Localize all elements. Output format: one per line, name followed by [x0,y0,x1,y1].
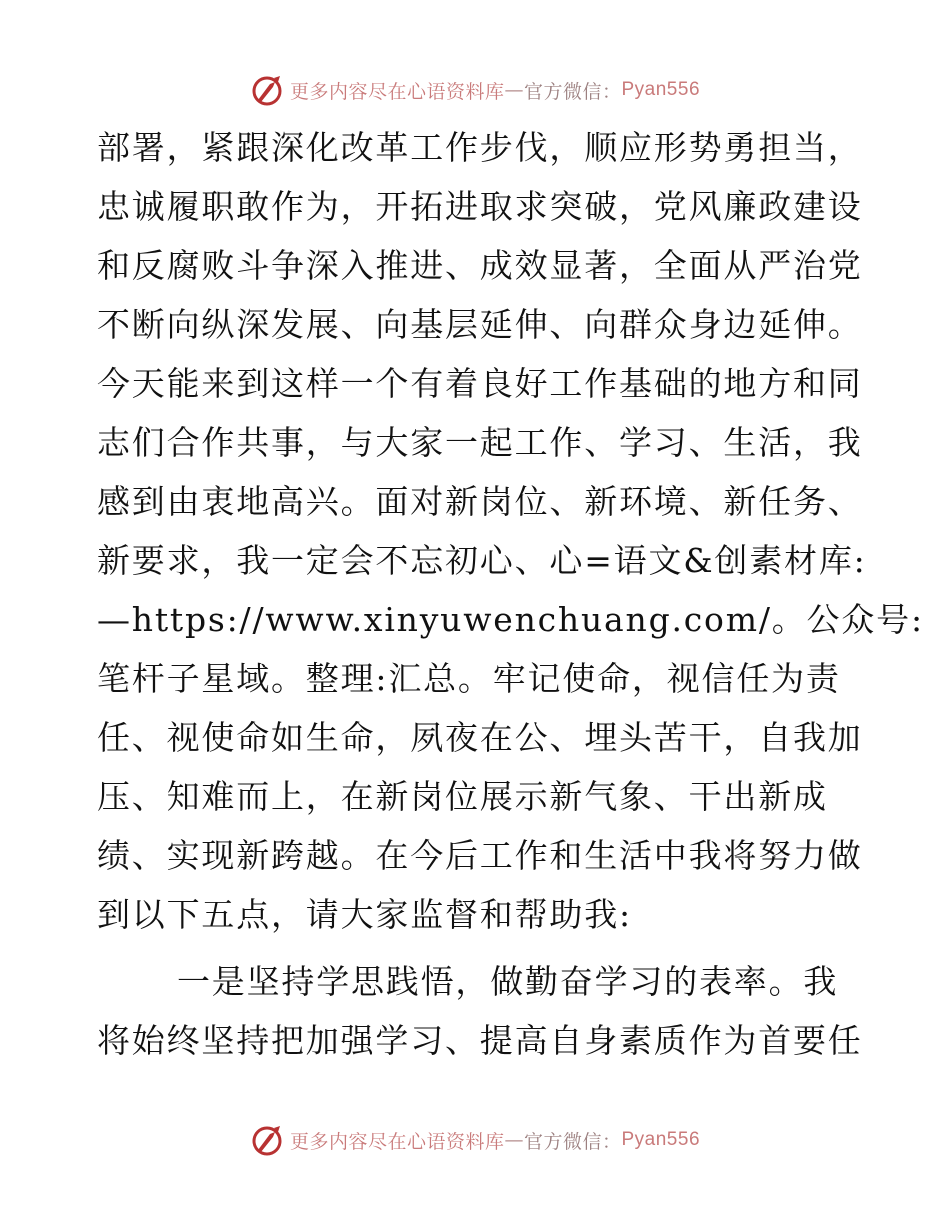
banner-dash: — [504,1129,524,1151]
text-line: 志们合作共事，与大家一起工作、学习、生活，我 [97,423,863,462]
text-line: 到以下五点，请大家监督和帮助我: [97,895,632,934]
text-line: 新要求，我一定会不忘初心、心=语文&创素材库: [97,541,867,580]
banner-wechat-label: 官方微信： [523,1130,622,1153]
banner-wechat-id: Pyan556 [621,1129,701,1150]
text-line: 忠诚履职敢作为，开拓进取求突破，党风廉政建设 [97,187,863,226]
banner-dash: — [504,79,524,101]
text-line: 将始终坚持把加强学习、提高自身素质作为首要任 [97,1021,863,1060]
text-line: 和反腐败斗争深入推进、成效显著，全面从严治党 [97,246,863,285]
text-line: 任、视使命如生命，夙夜在公、埋头苦干，自我加 [97,718,863,757]
text-line: 绩、实现新跨越。在今后工作和生活中我将努力做 [97,836,863,875]
pen-nib-circle-icon [250,1122,286,1158]
footer-watermark-banner [0,1120,950,1160]
document-body [97,118,924,1070]
pen-nib-circle-icon [250,72,286,108]
text-line: 部署，紧跟深化改革工作步伐，顺应形势勇担当， [97,128,863,167]
text-line: 笔杆子星域。整理:汇总。牢记使命，视信任为责 [97,659,841,698]
text-line: 感到由衷地高兴。面对新岗位、新环境、新任务、 [97,482,863,521]
paragraph-first-line: 一是坚持学思践悟，做勤奋学习的表率。我 [177,962,839,1001]
banner-main-text: 更多内容尽在心语资料库 [289,80,505,103]
banner-wechat-id: Pyan556 [621,79,701,100]
text-line: 不断向纵深发展、向基层延伸、向群众身边延伸。 [97,305,863,344]
banner-main-text: 更多内容尽在心语资料库 [289,1130,505,1153]
header-watermark-banner [0,70,950,110]
text-line: 压、知难而上，在新岗位展示新气象、干出新成 [97,777,828,816]
text-line: 今天能来到这样一个有着良好工作基础的地方和同 [97,364,863,403]
banner-wechat-label: 官方微信： [523,80,622,103]
text-line: —https://www.xinyuwenchuang.com/。公众号: [97,600,924,639]
